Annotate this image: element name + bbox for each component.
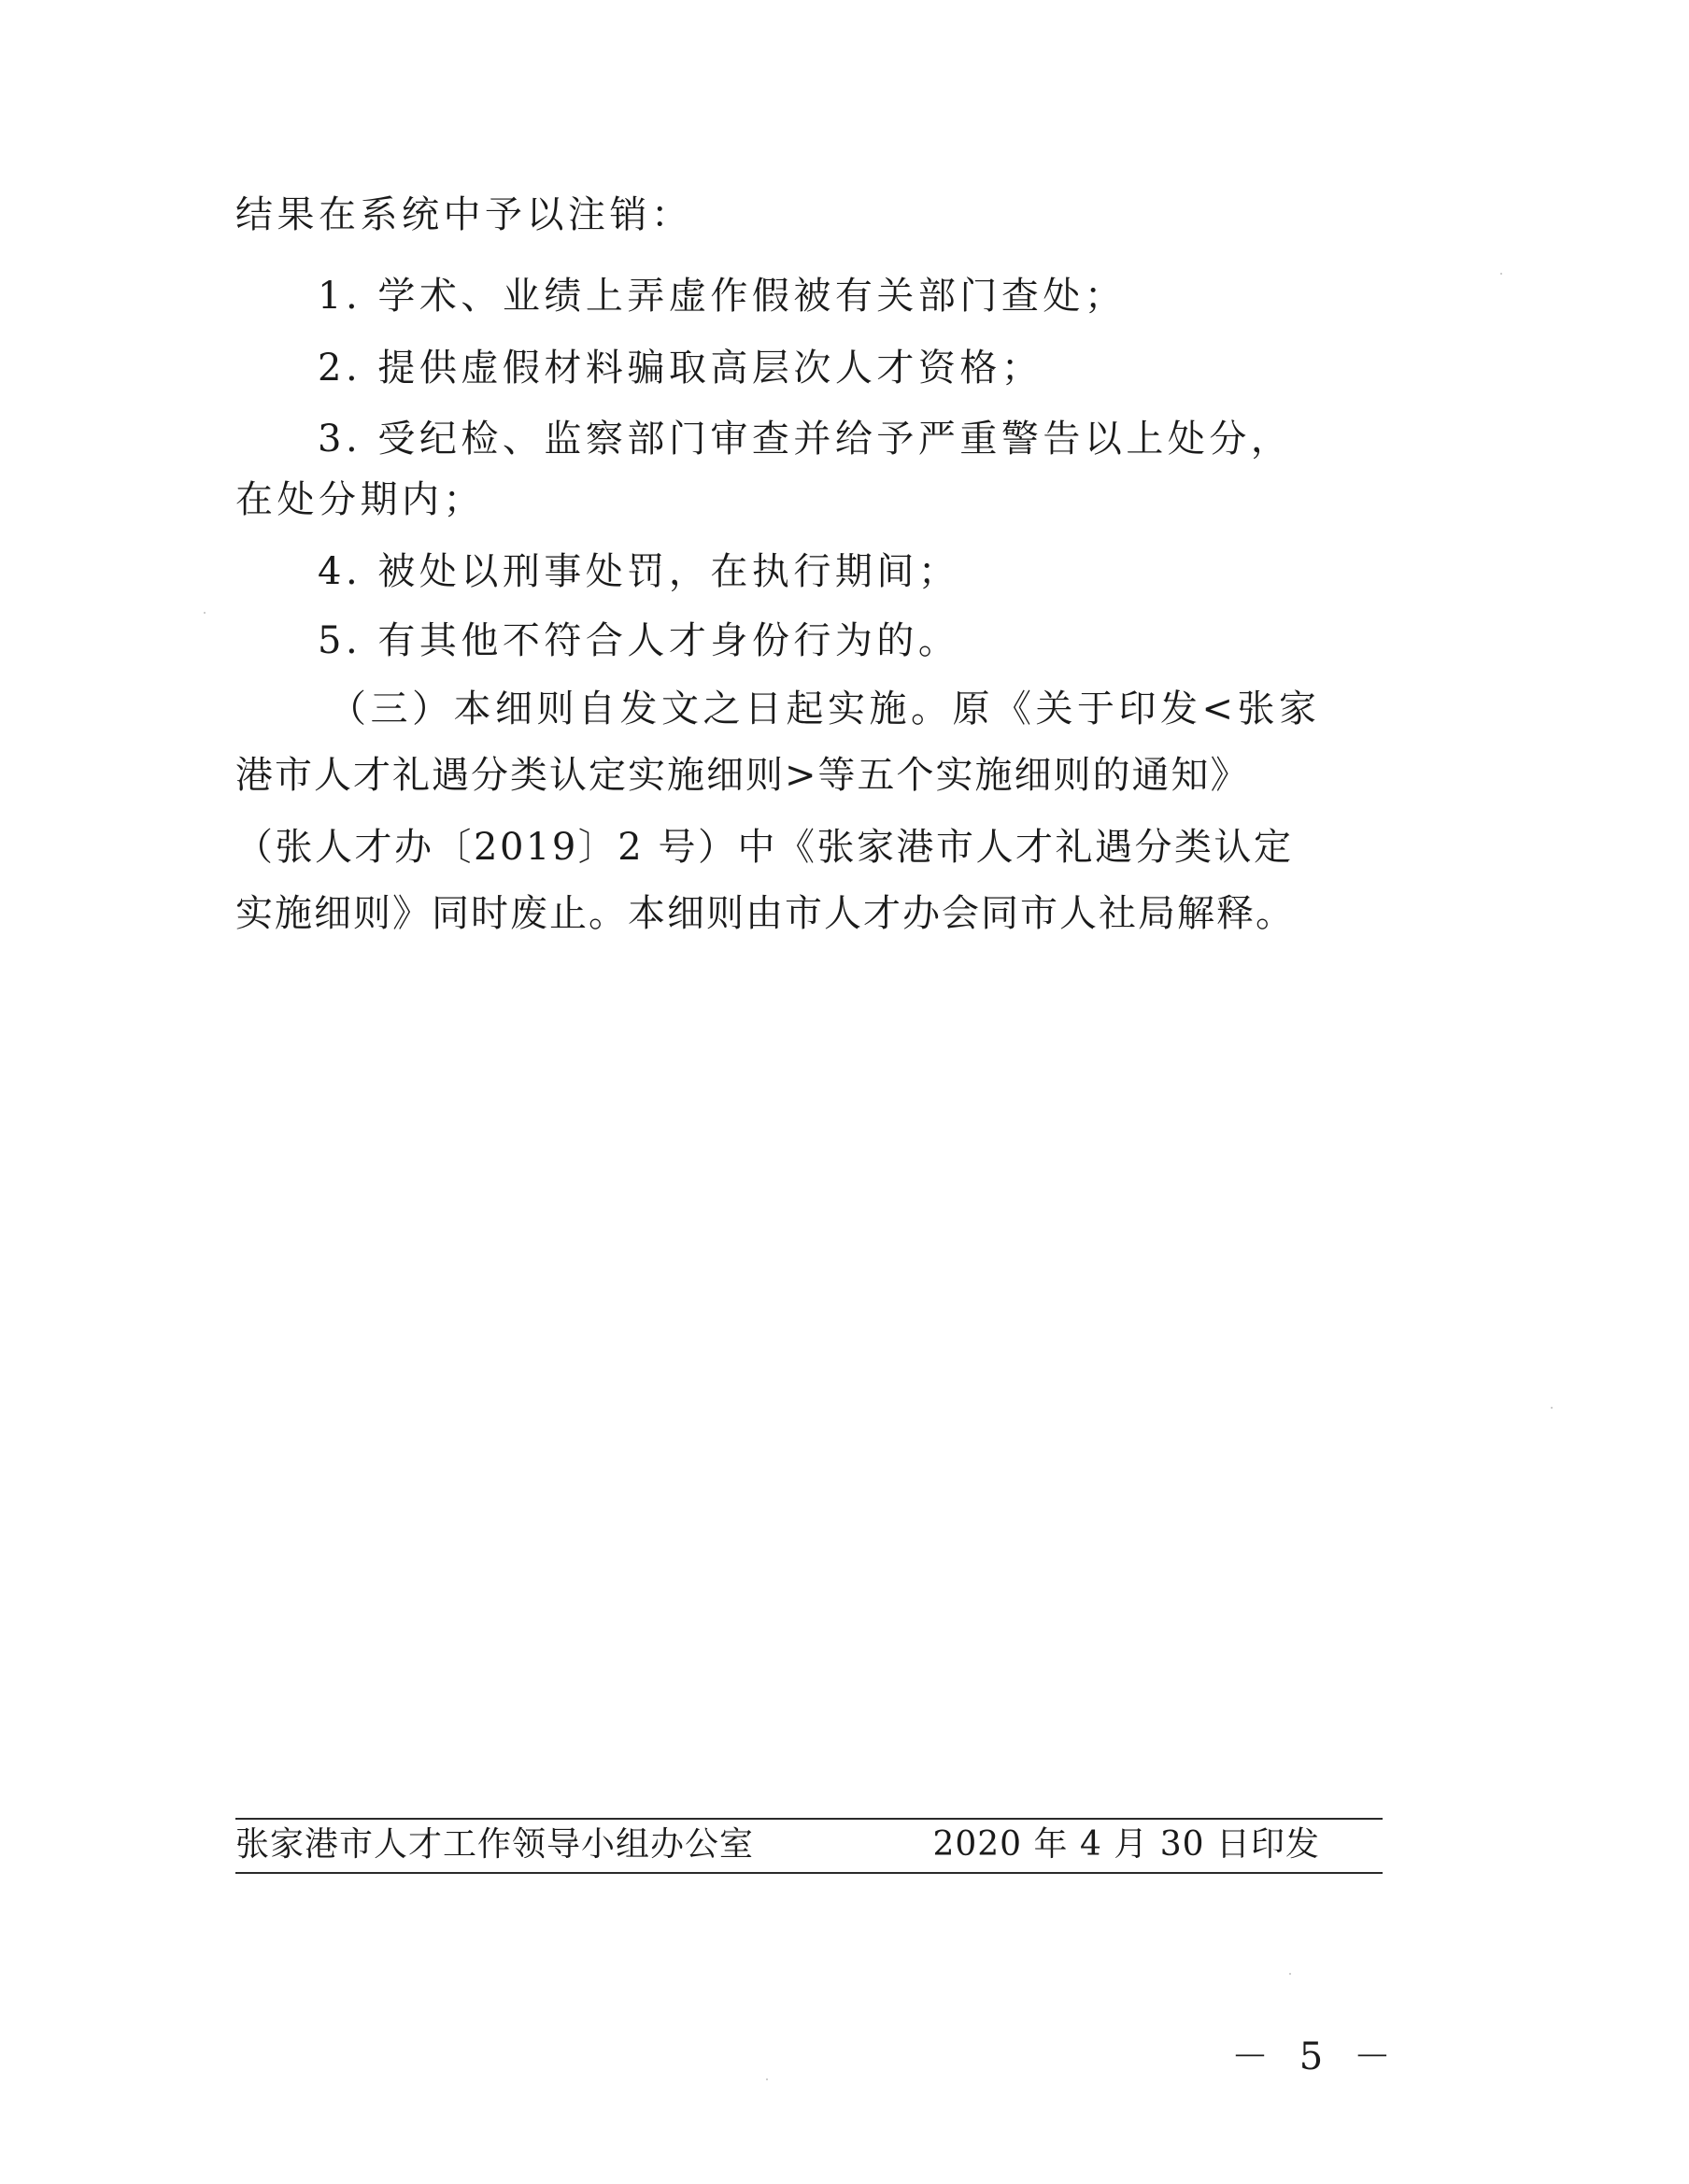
list-item-4: 4. 被处以刑事处罚，在执行期间； [318,550,960,593]
clause-3-line-3: （张人才办〔2019〕2 号）中《张家港市人才礼遇分类认定 [235,826,1294,869]
list-item-5: 5. 有其他不符合人才身份行为的。 [318,619,960,662]
issuing-organization: 张家港市人才工作领导小组办公室 [235,1825,755,1864]
list-item-1: 1. 学术、业绩上弄虚作假被有关部门查处； [318,275,1127,318]
issue-date: 2020 年 4 月 30 日印发 [932,1825,1320,1864]
footer-top-rule [235,1818,1383,1820]
footer-bottom-rule [235,1872,1383,1874]
body-line-1: 结果在系统中予以注销： [235,193,693,236]
clause-3-line-4: 实施细则》同时废止。本细则由市人才办会同市人社局解释。 [235,892,1295,935]
clause-3-line-2: 港市人才礼遇分类认定实施细则>等五个实施细则的通知》 [235,754,1250,797]
list-item-3-continuation: 在处分期内； [235,478,485,521]
scan-speck [1289,1973,1291,1975]
scan-speck [766,2078,768,2080]
clause-3-line-1: （三）本细则自发文之日起实施。原《关于印发<张家 [329,688,1321,730]
list-item-3: 3. 受纪检、监察部门审查并给予严重警告以上处分， [318,418,1293,461]
scan-speck [204,612,206,614]
scan-speck [1500,273,1502,275]
scan-speck [1551,1407,1553,1409]
list-item-2: 2. 提供虚假材料骗取高层次人才资格； [318,347,1043,390]
page-number: － 5 － [1231,2035,1400,2078]
